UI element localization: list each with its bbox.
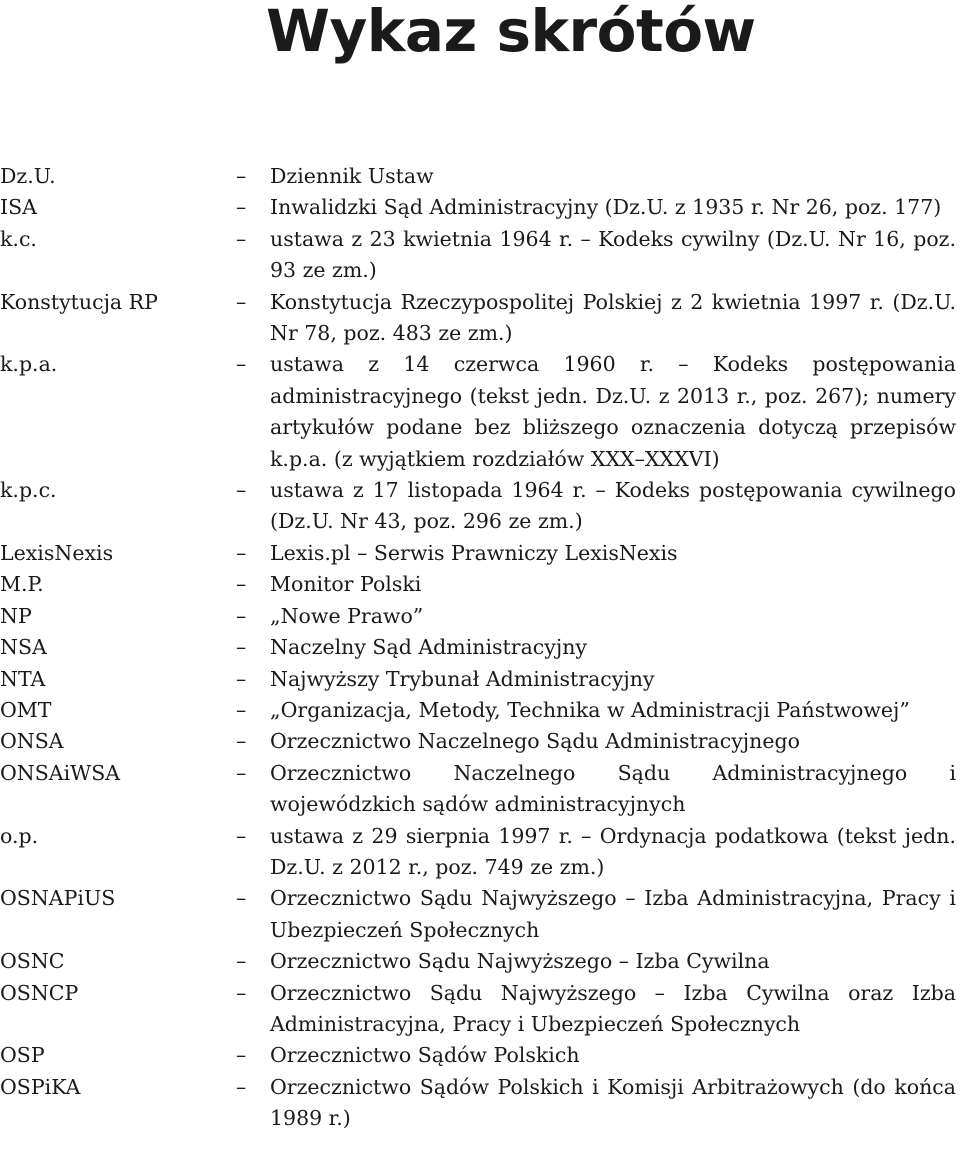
dash-separator: – <box>236 760 247 785</box>
abbreviation-entry <box>0 192 960 223</box>
dash-separator: – <box>236 226 247 251</box>
abbreviation-entry <box>0 978 960 1041</box>
abbreviation-definition: Orzecznictwo Sądu Najwyższego – Izba Administracyjna, Pracy i Ubezpieczeń Społecznych <box>270 886 956 942</box>
abbreviation-definition: ustawa z 14 czerwca 1960 r. – Kodeks postępowania administracyjnego (tekst jedn. Dz.U. z 2013 r., poz. 267); numery artykułów podane bez bliższego oznaczenia dotyczą przepisów k.p.a. (z wyjątkiem rozdziałów XXX–XXXVI) <box>270 352 956 471</box>
abbreviation-term: NSA <box>0 635 47 660</box>
abbreviation-entry <box>0 475 960 538</box>
abbreviation-term: M.P. <box>0 572 44 597</box>
abbreviation-entry <box>0 287 960 350</box>
dash-separator: – <box>236 540 247 565</box>
abbreviation-definition: Naczelny Sąd Administracyjny <box>270 635 587 660</box>
abbreviation-definition: Lexis.pl – Serwis Prawniczy LexisNexis <box>270 540 678 565</box>
abbreviation-entry <box>0 1072 960 1135</box>
abbreviation-term: OSP <box>0 1043 45 1068</box>
abbreviation-entry <box>0 883 960 946</box>
abbreviation-definition: „Nowe Prawo” <box>270 603 424 628</box>
abbreviation-definition: Orzecznictwo Naczelnego Sądu Administracyjnego <box>270 729 800 754</box>
abbreviation-definition: Orzecznictwo Sądu Najwyższego – Izba Cywilna <box>270 949 770 974</box>
abbreviation-term: OSPiKA <box>0 1074 81 1099</box>
abbreviation-entry <box>0 349 960 475</box>
abbreviation-entry <box>0 161 960 192</box>
dash-separator: – <box>236 980 247 1005</box>
dash-separator: – <box>236 164 247 188</box>
abbreviation-term: NP <box>0 603 32 628</box>
abbreviation-list <box>0 161 960 1135</box>
abbreviation-definition: Inwalidzki Sąd Administracyjny (Dz.U. z 1935 r. Nr 26, poz. 177) <box>270 195 942 220</box>
dash-separator: – <box>236 886 247 911</box>
abbreviation-entry <box>0 946 960 977</box>
abbreviation-term: OSNAPiUS <box>0 886 116 911</box>
abbreviation-definition: Orzecznictwo Naczelnego Sądu Administracyjnego i wojewódzkich sądów administracyjnych <box>270 760 956 817</box>
abbreviation-definition: ustawa z 17 listopada 1964 r. – Kodeks postępowania cywilnego (Dz.U. Nr 43, poz. 296 ze zm.) <box>270 478 956 534</box>
abbreviation-term: OSNCP <box>0 980 79 1005</box>
dash-separator: – <box>236 603 247 628</box>
dash-separator: – <box>236 289 247 314</box>
abbreviation-term: k.p.a. <box>0 352 58 377</box>
abbreviation-entry <box>0 601 960 632</box>
page-title: Wykaz skrótów <box>266 0 756 65</box>
abbreviation-definition: Najwyższy Trybunał Administracyjny <box>270 666 655 691</box>
abbreviation-term: OSNC <box>0 949 65 974</box>
abbreviation-term: ISA <box>0 195 37 220</box>
dash-separator: – <box>236 949 247 974</box>
abbreviation-entry <box>0 1040 960 1071</box>
abbreviation-definition: ustawa z 29 sierpnia 1997 r. – Ordynacja podatkowa (tekst jedn. Dz.U. z 2012 r., poz. 749 ze zm.) <box>270 823 956 879</box>
abbreviation-term: k.p.c. <box>0 478 57 503</box>
abbreviation-definition: Konstytucja Rzeczypospolitej Polskiej z 2 kwietnia 1997 r. (Dz.U. Nr 78, poz. 483 ze zm.) <box>270 289 956 346</box>
dash-separator: – <box>236 635 247 660</box>
abbreviation-term: NTA <box>0 666 46 691</box>
dash-separator: – <box>236 697 247 722</box>
dash-separator: – <box>236 823 247 848</box>
abbreviation-entry <box>0 695 960 726</box>
abbreviation-entry <box>0 632 960 663</box>
dash-separator: – <box>236 729 247 754</box>
dash-separator: – <box>236 478 247 503</box>
abbreviation-definition: Orzecznictwo Sądów Polskich i Komisji Arbitrażowych (do końca 1989 r.) <box>270 1074 956 1131</box>
abbreviation-term: o.p. <box>0 823 39 848</box>
abbreviation-definition: Dziennik Ustaw <box>270 164 434 188</box>
dash-separator: – <box>236 572 247 597</box>
abbreviation-entry <box>0 726 960 757</box>
abbreviation-entry <box>0 821 960 884</box>
abbreviation-term: k.c. <box>0 226 37 251</box>
abbreviation-term: LexisNexis <box>0 540 114 565</box>
abbreviation-entry <box>0 664 960 695</box>
abbreviation-term: ONSAiWSA <box>0 760 121 785</box>
abbreviation-definition: Monitor Polski <box>270 572 422 597</box>
dash-separator: – <box>236 1074 247 1099</box>
abbreviation-entry <box>0 569 960 600</box>
abbreviation-entry <box>0 758 960 821</box>
abbreviation-definition: „Organizacja, Metody, Technika w Administracji Państwowej” <box>270 697 910 722</box>
dash-separator: – <box>236 1043 247 1068</box>
abbreviation-term: Konstytucja RP <box>0 289 158 314</box>
abbreviation-term: Dz.U. <box>0 164 56 188</box>
abbreviation-definition: Orzecznictwo Sądów Polskich <box>270 1043 580 1068</box>
abbreviation-entry <box>0 224 960 287</box>
dash-separator: – <box>236 666 247 691</box>
abbreviation-definition: ustawa z 23 kwietnia 1964 r. – Kodeks cywilny (Dz.U. Nr 16, poz. 93 ze zm.) <box>270 226 956 283</box>
dash-separator: – <box>236 352 247 377</box>
dash-separator: – <box>236 195 247 220</box>
abbreviation-term: ONSA <box>0 729 64 754</box>
abbreviation-definition: Orzecznictwo Sądu Najwyższego – Izba Cywilna oraz Izba Administracyjna, Pracy i Ubezpieczeń Społecznych <box>270 980 956 1036</box>
abbreviation-entry <box>0 538 960 569</box>
abbreviation-term: OMT <box>0 697 52 722</box>
